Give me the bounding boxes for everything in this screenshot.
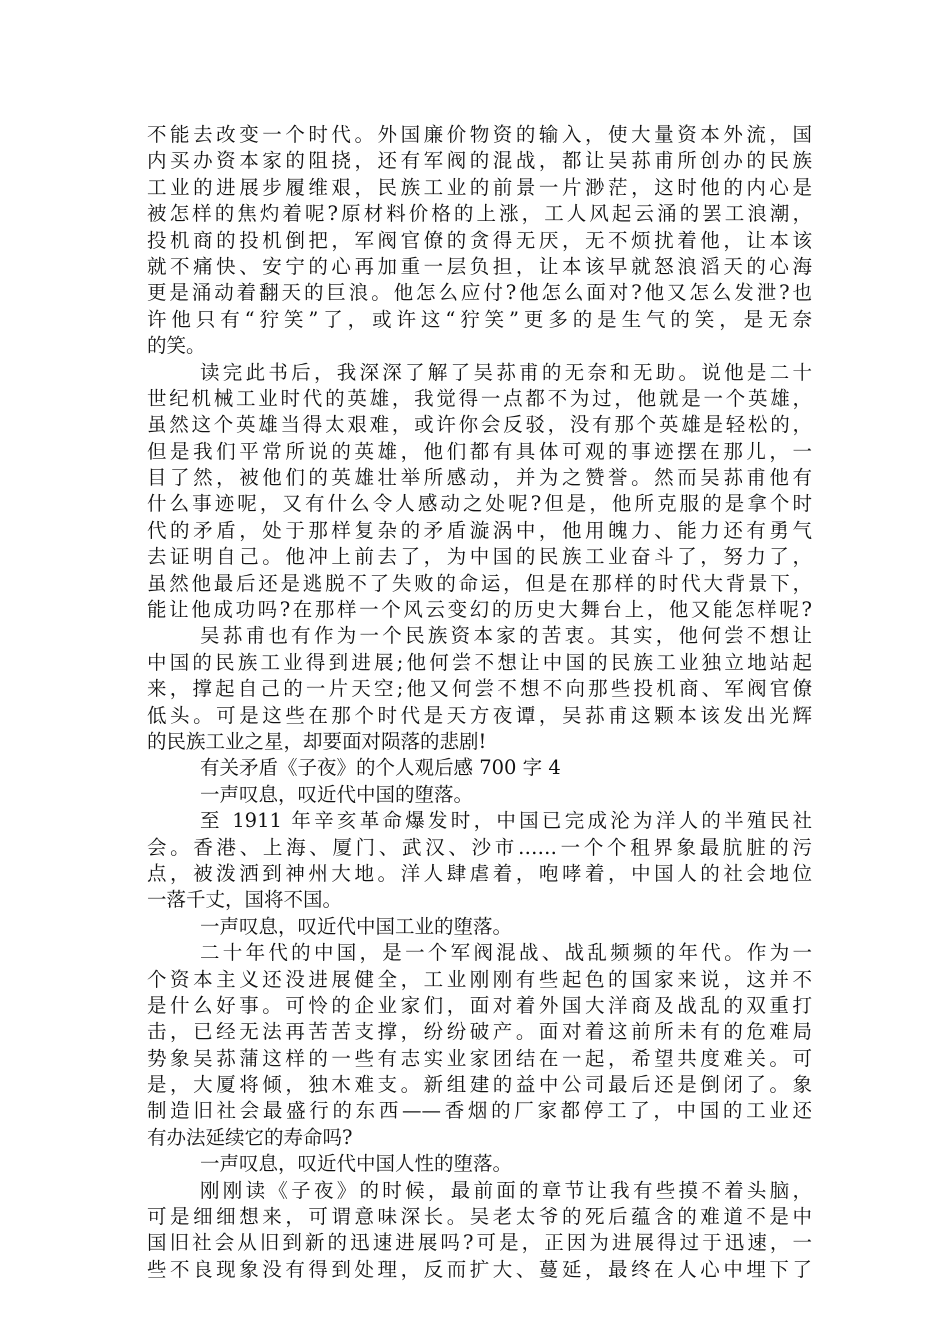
text-line: 是，大厦将倾，独木难支。新组建的益中公司最后还是倒闭了。象 bbox=[147, 1073, 812, 1097]
text-line: 但是我们平常所说的英雄，他们都有具体可观的事迹摆在那儿，一 bbox=[147, 439, 812, 463]
text-line: 许他只有“狞笑”了，或许这“狞笑”更多的是生气的笑，是无奈 bbox=[147, 307, 812, 331]
text-line: 不能去改变一个时代。外国廉价物资的输入，使大量资本外流，国 bbox=[147, 123, 812, 146]
text-line: 一声叹息，叹近代中国的堕落。 bbox=[200, 782, 474, 806]
text-line: 刚刚读《子夜》的时候，最前面的章节让我有些摸不着头脑， bbox=[200, 1178, 812, 1202]
text-line: 被怎样的焦灼着呢?原材料价格的上涨，工人风起云涌的罢工浪潮， bbox=[147, 202, 812, 226]
text-line: 目了然，被他们的英雄壮举所感动，并为之赞誉。然而吴荪甫他有 bbox=[147, 466, 812, 490]
text-line: 的笑。 bbox=[147, 334, 206, 358]
text-line: 更是涌动着翻天的巨浪。他怎么应付?他怎么面对?他又怎么发泄?也 bbox=[147, 281, 812, 305]
text-line: 击，已经无法再苦苦支撑，纷纷破产。面对着这前所未有的危难局 bbox=[147, 1020, 812, 1044]
text-line: 代的矛盾，处于那样复杂的矛盾漩涡中，他用魄力、能力还有勇气 bbox=[147, 518, 812, 542]
text-line: 投机商的投机倒把，军阀官僚的贪得无厌，无不烦扰着他，让本该 bbox=[147, 228, 812, 252]
text-line: 有关矛盾《子夜》的个人观后感 700 字 4 bbox=[200, 756, 561, 780]
text-line: 些不良现象没有得到处理，反而扩大、蔓延，最终在人心中埋下了 bbox=[147, 1257, 812, 1281]
text-line: 虽然他最后还是逃脱不了失败的命运，但是在那样的时代大背景下， bbox=[147, 571, 812, 595]
text-line: 是什么好事。可怜的企业家们，面对着外国大洋商及战乱的双重打 bbox=[147, 993, 812, 1017]
text-line: 国旧社会从旧到新的迅速进展吗?可是，正因为进展得过于迅速，一 bbox=[147, 1231, 812, 1255]
text-line: 一声叹息，叹近代中国工业的堕落。 bbox=[200, 914, 513, 938]
text-line: 有办法延续它的寿命吗? bbox=[147, 1125, 353, 1149]
text-line: 个资本主义还没进展健全，工业刚刚有些起色的国家来说，这并不 bbox=[147, 967, 812, 991]
text-line: 虽然这个英雄当得太艰难，或许你会反驳，没有那个英雄是轻松的， bbox=[147, 413, 812, 437]
text-line: 势象吴荪蒲这样的一些有志实业家团结在一起，希望共度难关。可 bbox=[147, 1046, 812, 1070]
text-line: 二十年代的中国，是一个军阀混战、战乱频频的年代。作为一 bbox=[200, 941, 812, 965]
text-line: 一落千丈，国将不国。 bbox=[147, 888, 343, 912]
text-line: 的民族工业之星，却要面对陨落的悲剧! bbox=[147, 729, 487, 753]
text-line: 读完此书后，我深深了解了吴荪甫的无奈和无助。说他是二十 bbox=[200, 360, 812, 384]
text-line: 中国的民族工业得到进展;他何尝不想让中国的民族工业独立地站起 bbox=[147, 650, 812, 674]
text-line: 制造旧社会最盛行的东西——香烟的厂家都停工了，中国的工业还 bbox=[147, 1099, 812, 1123]
text-line: 去证明自己。他冲上前去了，为中国的民族工业奋斗了，努力了， bbox=[147, 545, 812, 569]
text-line: 什么事迹呢，又有什么令人感动之处呢?但是，他所克服的是拿个时 bbox=[147, 492, 812, 516]
text-line: 能让他成功吗?在那样一个风云变幻的历史大舞台上，他又能怎样呢? bbox=[147, 598, 812, 622]
text-line: 低头。可是这些在那个时代是天方夜谭，吴荪甫这颗本该发出光辉 bbox=[147, 703, 812, 727]
text-line: 工业的进展步履维艰，民族工业的前景一片渺茫，这时他的内心是 bbox=[147, 175, 812, 199]
text-line: 可是细细想来，可谓意味深长。吴老太爷的死后蕴含的难道不是中 bbox=[147, 1205, 812, 1229]
text-line: 来，撑起自己的一片天空;他又何尝不想不向那些投机商、军阀官僚 bbox=[147, 677, 812, 701]
text-line: 世纪机械工业时代的英雄，我觉得一点都不为过，他就是一个英雄， bbox=[147, 386, 812, 410]
document-body bbox=[147, 122, 812, 1283]
text-line: 点，被泼洒到神州大地。洋人肆虐着，咆哮着，中国人的社会地位 bbox=[147, 861, 812, 885]
text-line: 内买办资本家的阻挠，还有军阀的混战，都让吴荪甫所创办的民族 bbox=[147, 149, 812, 173]
text-line: 一声叹息，叹近代中国人性的堕落。 bbox=[200, 1152, 513, 1176]
text-line: 会。香港、上海、厦门、武汉、沙市……一个个租界象最肮脏的污 bbox=[147, 835, 812, 859]
text-line: 吴荪甫也有作为一个民族资本家的苦衷。其实，他何尝不想让 bbox=[200, 624, 812, 648]
text-line: 就不痛快、安宁的心再加重一层负担，让本该早就怒浪滔天的心海 bbox=[147, 254, 812, 278]
text-line: 至 1911 年辛亥革命爆发时，中国已完成沦为洋人的半殖民社 bbox=[200, 809, 812, 833]
